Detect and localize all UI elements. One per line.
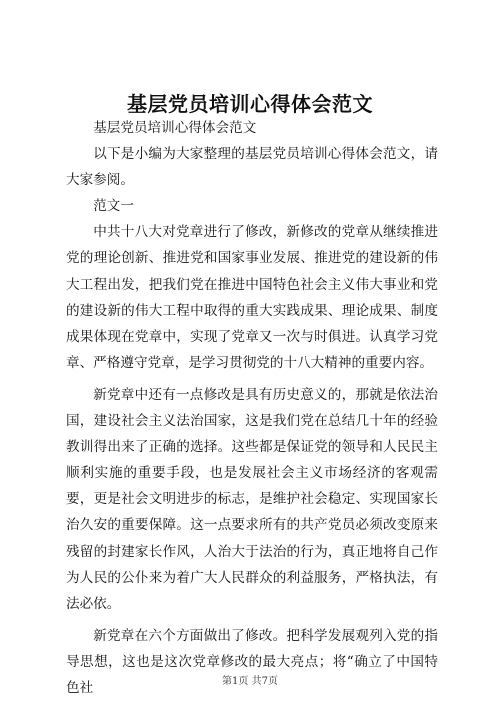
intro-paragraph: 以下是小编为大家整理的基层党员培训心得体会范文，请大家参阅。 [66, 146, 438, 189]
page-footer: 第1页 共7页 [222, 676, 278, 687]
body-paragraph: 中共十八大对党章进行了修改，新修改的党章从继续推进党的理论创新、推进党和国家事业发展、推进党的建设新的伟大工程出发，把我们党在推进中国特色社会主义伟大事业和党的建设新的伟大工程中取得的重大实践成果、理论成果、制度成果体现在党章中，实现了党章又一次与时俱进。认真学习党章、严格遵守党章，是学习贯彻党的十八大精神的重要内容。 [66, 224, 438, 371]
body-paragraph: 新党章在六个方面做出了修改。把科学发展观列入党的指导思想，这也是这次党章修改的最大亮点；将“确立了中国特色社 [66, 627, 438, 696]
body-paragraph: 新党章中还有一点修改是具有历史意义的，那就是依法治国，建设社会主义法治国家，这是我们党在总结几十年的经验教训得出来了正确的选择。这些都是保证党的领导和人民民主顺利实施的重要手段，也是发展社会主义市场经济的客观需要，更是社会文明进步的标志，是维护社会稳定、实现国家长治久安的重要保障。这一点要求所有的共产党员必须改变原来残留的封建家长作风，人治大于法治的行为，真正地将自己作为人民的公仆来为着广大人民群众的利益服务，严格执法，有法必依。 [66, 386, 438, 612]
document-body [66, 115, 438, 701]
section-heading: 范文一 [93, 198, 134, 215]
subtitle-paragraph: 基层党员培训心得体会范文 [93, 120, 257, 136]
document-title: 基层党员培训心得体会范文 [127, 92, 373, 116]
